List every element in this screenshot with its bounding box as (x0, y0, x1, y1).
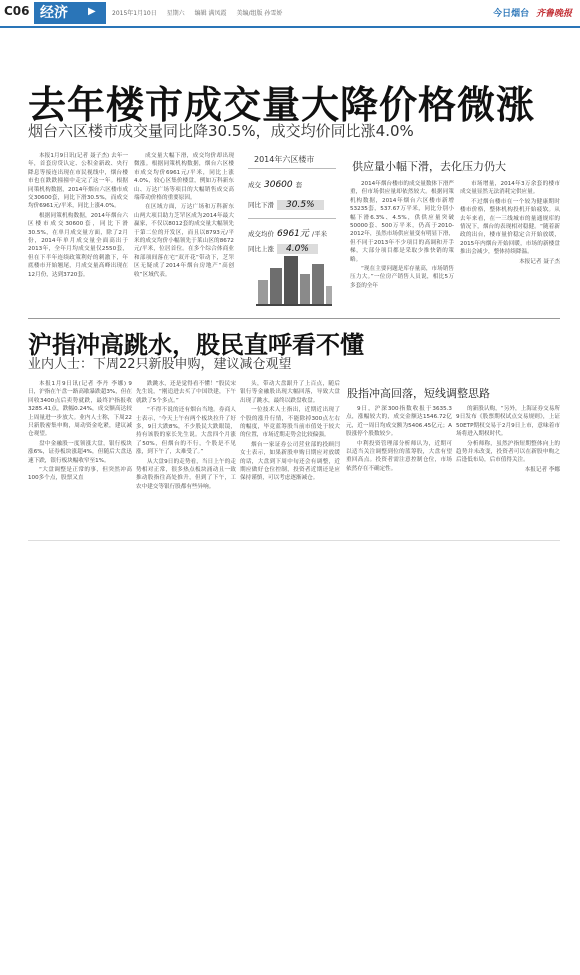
paragraph: 本报1月9日讯(记者 李丹 李娜) 9日，沪指在午盘一路高歇暴跌超3%，但在回收3400点后卖势就跌，最终沪指报收3285.41点，跌幅0.24%，成交额高达较上周量进一步放大。业内人士称，下周22只新股密集申购，周动资金吃紧，建议减仓观望。 (28, 381, 132, 438)
stats-infobox (240, 152, 340, 310)
paragraph: “现在主要问题是库存量高，市场销售压力大。”一位房产销售人员说，相比5万多套的全年 (350, 266, 454, 289)
paragraph: 盘中金融股一度领涨大盘，银行板块涨6%，证券板块涨超4%，但随后大盘迅速下跌，银行板块幅收窄至1%。 (28, 440, 132, 464)
paragraph: 2014年烟台楼市的成交量数体下滑严重，但市场供应量却依然较大。根据同策机构数据，2014年烟台六区楼市新增53235套，537.67万平米，同比分别小幅下滑6.3%、4.5%，供供应量突破50000套、500万平米，仍高于2010-2012年，虽然市场供应量变有明显下滑，但不同于2013年不少项目的高调和开手梯，大部分项目都是采取少推快销的策略。 (350, 181, 454, 263)
paragraph: 分析师称，虽然沪指短期整体向上的趋势并未改变，投资者可以在新股申购之后逢低布局，后市值得关注。 (456, 440, 560, 464)
paragraph: 一位技术人士指出，近期近出现了个股的涨升行情，不能除掉300点左右的幅度，毕竟蓝筹股当前市值处于较大的位置，市场近期走势会比较偏强。 (240, 407, 340, 439)
infobox-row-price: 成交均价 6961元 /平米 (248, 229, 328, 239)
article2-sidebar-title: 股指冲高回落，短线调整思路 (347, 387, 490, 400)
article2-column-1 (28, 380, 132, 530)
issue-date: 2015年1月10日 (112, 10, 157, 17)
divider (248, 168, 336, 169)
article1-column-5 (460, 180, 560, 312)
article1-headline: 去年楼市成交量大降价格微涨 (28, 83, 536, 127)
byline: 本报记者 李娜 (524, 466, 560, 473)
paragraph: 市场增量，2014年3万余套的楼市成交量显然无法消耗完供应量。 (460, 181, 560, 196)
article1-sidebar-title: 供应量小幅下滑，去化压力仍大 (352, 160, 506, 173)
paper-brand (493, 6, 572, 19)
paragraph: 头，带动大盘跟升了上百点，随后银行等金融股出现大幅回落，导致大盘出现了跳水，最终以跌盘收盘。 (240, 381, 340, 404)
price-change-value: 4.0% (286, 244, 309, 254)
issue-meta (112, 8, 290, 17)
volume-change-value: 30.5% (286, 200, 315, 210)
infobox-row-volume-change: 同比下滑 30.5% (248, 200, 324, 210)
byline: 本报记者 聂子杰 (519, 258, 560, 265)
volume-value: 30600 (264, 180, 293, 190)
paragraph: 成交量大幅下滑，成交均价却出现微涨。根据同策机构数据，烟台六区楼市成交均价6961元/平米，同比上涨4.0%，较心区集价楼盘，例如万科新东山、万达广场等项目的大幅销售成交高端带动价格的重要原因。 (134, 153, 234, 202)
designer-credit: 美编/组版 孙雪娇 (236, 10, 283, 17)
paragraph: “大盘调整是正常的事，但突然冲高100多个点，股票又直 (28, 467, 132, 482)
page-number: C06 (4, 4, 30, 18)
article2-subheadline: 业内人士：下周22只新股申购，建议减仓观望 (28, 357, 292, 372)
paragraph: 中利投资管理部分析师认为，近期可以适当关注调整到位的蓝筹股，大盘有望重回高点。投资者需注意控制仓位，市场依然存在不确定性。 (346, 440, 452, 472)
paragraph: “不得不说的还有烟台当地。券商人士表示，‘今天上午有两个板块拉升了好多，9日大跌8%，不少股民大跌眼镜，持有该股的家长先生说。大盘四个月涨了50%，但烟台的不行，个股是不见涨，到下午了，太难受了。” (136, 407, 236, 456)
issue-weekday: 星期六 (166, 10, 185, 17)
editor-credit: 编辑 满凤霞 (194, 10, 227, 17)
article2-column-5 (456, 405, 560, 530)
paragraph: 烟台一家证券公司营业部的投顾闫女士表示，如果新股申购日期应对放缓的话，大盘到下周中旬还会有调整，近期应做好仓位控制，投资者近期还是应保持谨慎，可以考虑逐渐减仓。 (240, 441, 340, 482)
article2-column-2 (136, 380, 236, 530)
brand-logo: 齐鲁晚报 (535, 9, 572, 19)
brand-today-yantai: 今日烟台 (493, 9, 530, 19)
paragraph: 本报1月9日讯(记者 聂子杰) 去年一年，首套房贷认定、公积金新政、央行降息等接连出现在市民视线中，烟台楼市也在跌跌撞撞中走完了这一年。根据同策机构数据，2014年烟台六区楼市成交30600套，同比下滑30.5%，而成交均价6961元/平米，同比上涨4.0%。 (28, 153, 128, 210)
article2-headline: 沪指冲高跳水，股民直呼看不懂 (28, 331, 364, 359)
divider (248, 218, 336, 219)
bottom-divider (28, 540, 560, 541)
price-value: 6961元 (277, 229, 309, 239)
article2-column-4 (346, 405, 452, 530)
article1-column-2 (134, 152, 234, 312)
article1-column-4 (350, 180, 454, 312)
infobox-row-price-change: 同比上涨 4.0% (248, 244, 318, 254)
paragraph: 在区域方面，万达广场和万科新东山两大项目助力芝罘区成为2014年最大赢家，不仅以8012套的成交量大幅领先于第二位的开发区，而且以8793元/平米的成交均价小幅领先于莱山区的8672元/平米，位居首位。在多个综合体商业和部项间落在宅“双开花”带动下，芝罘区无疑成了2014年烟台房地产“高创收”区域代表。 (134, 204, 234, 278)
paragraph: 的新股认购，“另外，上海证券交易所9日发布《股票期权试点交易规则》，上证50ETP期权交易于2月9日上市，意味着市场将进入期权时代。 (456, 406, 560, 438)
infobox-title: 2014年六区楼市 (254, 155, 315, 164)
section-divider (28, 318, 560, 319)
page-header (0, 0, 580, 28)
city-skyline-icon (256, 246, 332, 306)
article1-subheadline: 烟台六区楼市成交量同比降30.5%，成交均价同比涨4.0% (28, 122, 414, 140)
article1-column-1 (28, 152, 128, 312)
arrow-right-icon: ▶ (88, 6, 96, 17)
article2-column-3 (240, 380, 340, 530)
paragraph: 9日，沪深300指数收报于3635.3点，涨幅较大的，成交金额达1546.72亿元，近一周日均成交额为5406.45亿元；A股涨停个股数较少。 (346, 406, 452, 438)
paragraph: 从大盘9日的走势看，当日上午的走势相对正常，很多热点板块涌动且一致推动股指往高处推升，但到了下午，工农中建交等银行股都有些异响。 (136, 458, 236, 490)
infobox-row-volume: 成交 30600 套 (248, 180, 303, 190)
section-label: 经济 (40, 5, 68, 21)
paragraph: 跌跳水，还是觉得看不懂！”股民宋先生说，“刚追进去买了中国铁建，下午就跌了5个多点。” (136, 381, 236, 404)
paragraph: 不过烟台楼市在一个较为健康期时楼市价格，整体机构投机开始疲软。从去年来看，在一三线城市的量通规库的情况下，烟台的表现相对稳健。“随着新政的出台，楼市量价稳定合开始放缓，2015年内烟台开始回暖，市场的新楼盘推出会减少，整体持续降温。 (460, 198, 560, 256)
paragraph: 根据同策机构数据，2014年烟台六区楼市成交30600套，同比下滑30.5%，在单月成交量方面，除了2月份，2014年单月成交量全面高出于2013年，全年月均成交量仅2550套，但在下半年连续政策利好的刺激下，年底楼市开始翘尾，月成交量高峰出现在12月份，达到3720套。 (28, 212, 128, 278)
